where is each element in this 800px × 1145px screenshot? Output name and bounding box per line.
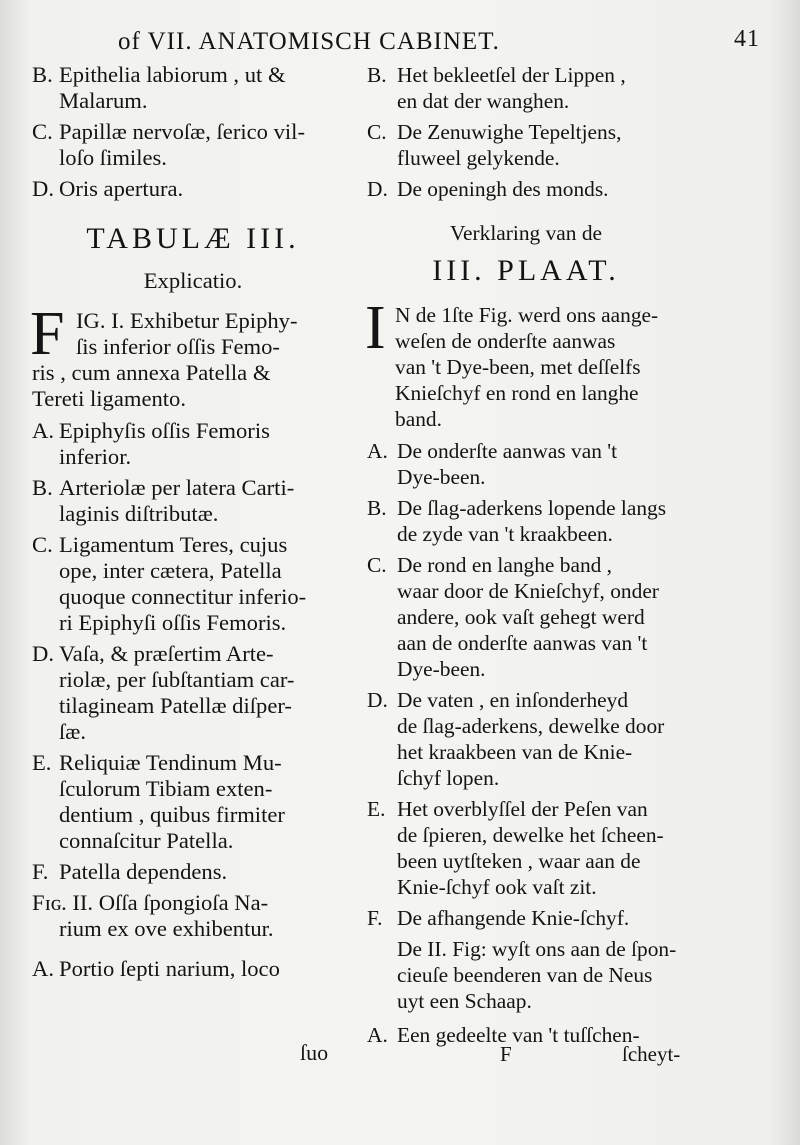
entry-line: ſæ. [59,719,86,744]
latin-column [32,62,354,987]
entry-line: andere, ook vaſt gehegt werd [397,605,645,629]
entry-line: Papillæ nervoſæ, ſerico vil- [59,119,305,144]
drop-capital: I [365,294,386,362]
dutch-verklaring: Verklaring van de [449,221,603,245]
latin-entry [32,176,354,202]
dutch-entry [367,796,685,900]
entry-line: Patella dependens. [59,859,228,884]
running-title: of VII. ANATOMISCH CABINET. [118,28,500,55]
entry-line: Vaſa, & præſertim Arte- [59,641,274,666]
latin-last-entry [32,956,354,982]
dutch-top-entries [367,62,685,202]
entry-letter: F. [367,906,383,930]
entry-line: ope, inter cætera, Patella [59,558,282,583]
latin-entry [32,475,354,527]
entry-line: Het bekleetſel der Lippen , [397,63,626,87]
entry-letter: A. [32,418,54,443]
entry-line: Reliquiæ Tendinum Mu- [59,750,282,775]
entry-line: De afhangende Knie-ſchyf. [397,906,630,930]
dutch-entry [367,495,685,547]
fig1-line: band. [395,407,442,431]
entry-letter: A. [367,1023,388,1047]
entry-letter: B. [32,475,53,500]
entry-line: ſculorum Tibiam exten- [59,776,273,801]
entry-letter: D. [32,176,54,201]
entry-line: connaſcitur Patella. [59,828,234,853]
dutch-plate-heading: III. PLAAT. [432,254,620,287]
latin-plate-heading: TABULÆ III. [86,222,300,255]
page-number: 41 [734,26,760,52]
entry-line: waar door de Knieſchyf, onder [397,579,659,603]
entry-line: Epithelia labiorum , ut & [59,62,286,87]
entry-line: aan de onderſte aanwas van 't [397,631,648,655]
latin-entry [32,418,354,470]
entry-letter: C. [32,532,53,557]
latin-entry [32,859,354,885]
entry-line: Oris apertura. [59,176,184,201]
entry-line: fluweel gelykende. [397,146,560,170]
fig1-line: ris , cum annexa Patella & [32,360,271,385]
fig2-line: De II. Fig: wyſt ons aan de ſpon- [397,937,677,961]
entry-line: quoque connectitur inferio- [59,584,307,609]
entry-line: Arteriolæ per latera Carti- [59,475,295,500]
dutch-entry [367,687,685,791]
dutch-fig1-paragraph [365,294,685,432]
entry-line: ſchyf lopen. [397,766,500,790]
entry-line: laginis diſtributæ. [59,501,219,526]
dutch-entry [367,438,685,490]
entry-letter: E. [367,797,386,821]
dutch-entry [367,119,685,171]
entry-line: tilagineam Patellæ diſper- [59,693,292,718]
fig1-line: Tereti ligamento. [32,386,187,411]
entry-line: De openingh des monds. [397,177,609,201]
entry-line: Het overblyſſel der Peſen van [397,797,648,821]
entry-line: het kraakbeen van de Knie- [397,740,633,764]
fig1-line: van 't Dye-been, met deſſelfs [395,355,641,379]
fig2-line: Fɪɢ. II. Oſſa ſpongioſa Na- [32,890,269,915]
entry-letter: B. [32,62,53,87]
fig1-line: Knieſchyf en rond en langhe [395,381,639,405]
dutch-column [367,62,685,1053]
latin-entry [32,119,354,171]
fig2-line: cieuſe beenderen van de Neus [397,963,653,987]
entry-line: Ligamentum Teres, cujus [59,532,288,557]
entry-line: De onderſte aanwas van 't [397,439,618,463]
fig2-line: rium ex ove exhibentur. [59,916,274,941]
entry-letter: F. [32,859,49,884]
entry-letter: D. [367,688,388,712]
entry-line: dentium , quibus firmiter [59,802,285,827]
dutch-entry [367,62,685,114]
entry-line: De rond en langhe band , [397,553,613,577]
entry-letter: C. [32,119,53,144]
entry-line: De ſlag-aderkens lopende langs [397,496,667,520]
entry-line: Dye-been. [397,657,486,681]
entry-line: Epiphyſis oſſis Femoris [59,418,270,443]
entry-letter: D. [367,177,388,201]
latin-top-entries [32,62,354,202]
entry-line: de ſpieren, dewelke het ſcheen- [397,823,664,847]
dutch-catchword: ſcheyt- [622,1042,681,1066]
latin-fig1-paragraph [30,300,354,412]
entry-letter: A. [367,439,388,463]
entry-letter: E. [32,750,52,775]
entry-line: De vaten , en inſonderheyd [397,688,629,712]
entry-line: loſo ſimiles. [59,145,167,170]
entry-line: Malarum. [59,88,148,113]
entry-line: Dye-been. [397,465,486,489]
dutch-entry [367,176,685,202]
entry-line: de zyde van 't kraakbeen. [397,522,613,546]
entry-line: Portio ſepti narium, loco [59,956,280,981]
entry-line: Knie-ſchyf ook vaſt zit. [397,875,597,899]
entry-line: en dat der wanghen. [397,89,570,113]
entry-line: Een gedeelte van 't tuſſchen- [397,1023,640,1047]
latin-entry [32,532,354,636]
entry-line: been uytſteken , waar aan de [397,849,641,873]
latin-entry [32,750,354,854]
entry-letter: B. [367,496,387,520]
latin-entry [32,62,354,114]
latin-entry [32,641,354,745]
latin-fig2-paragraph [32,890,354,942]
entry-letter: D. [32,641,54,666]
entry-letter: A. [32,956,54,981]
fig1-line: IG. I. Exhibetur Epiphy- [76,308,298,333]
entry-letter: C. [367,553,387,577]
dutch-fig2-paragraph [367,936,685,1014]
latin-entries [32,418,354,885]
latin-explicatio: Explicatio. [143,268,243,293]
fig2-line: uyt een Schaap. [397,989,532,1013]
entry-line: De Zenuwighe Tepeltjens, [397,120,622,144]
entry-letter: C. [367,120,387,144]
fig1-line: weſen de onderſte aanwas [395,329,616,353]
entry-line: de ſlag-aderkens, dewelke door [397,714,665,738]
running-header [118,26,760,62]
entry-line: ri Epiphyſi oſſis Femoris. [59,610,287,635]
entry-line: inferior. [59,444,132,469]
dutch-entry [367,905,685,931]
entry-letter: B. [367,63,387,87]
dutch-entry [367,552,685,682]
dutch-entries [367,438,685,931]
drop-capital: F [30,300,65,368]
fig1-line: N de 1ſte Fig. werd ons aange- [395,303,659,327]
signature-mark: F [500,1042,512,1066]
entry-line: riolæ, per ſubſtantiam car- [59,667,295,692]
latin-catchword: ſuo [300,1040,329,1065]
fig1-line: ſis inferior oſſis Femo- [76,334,280,359]
